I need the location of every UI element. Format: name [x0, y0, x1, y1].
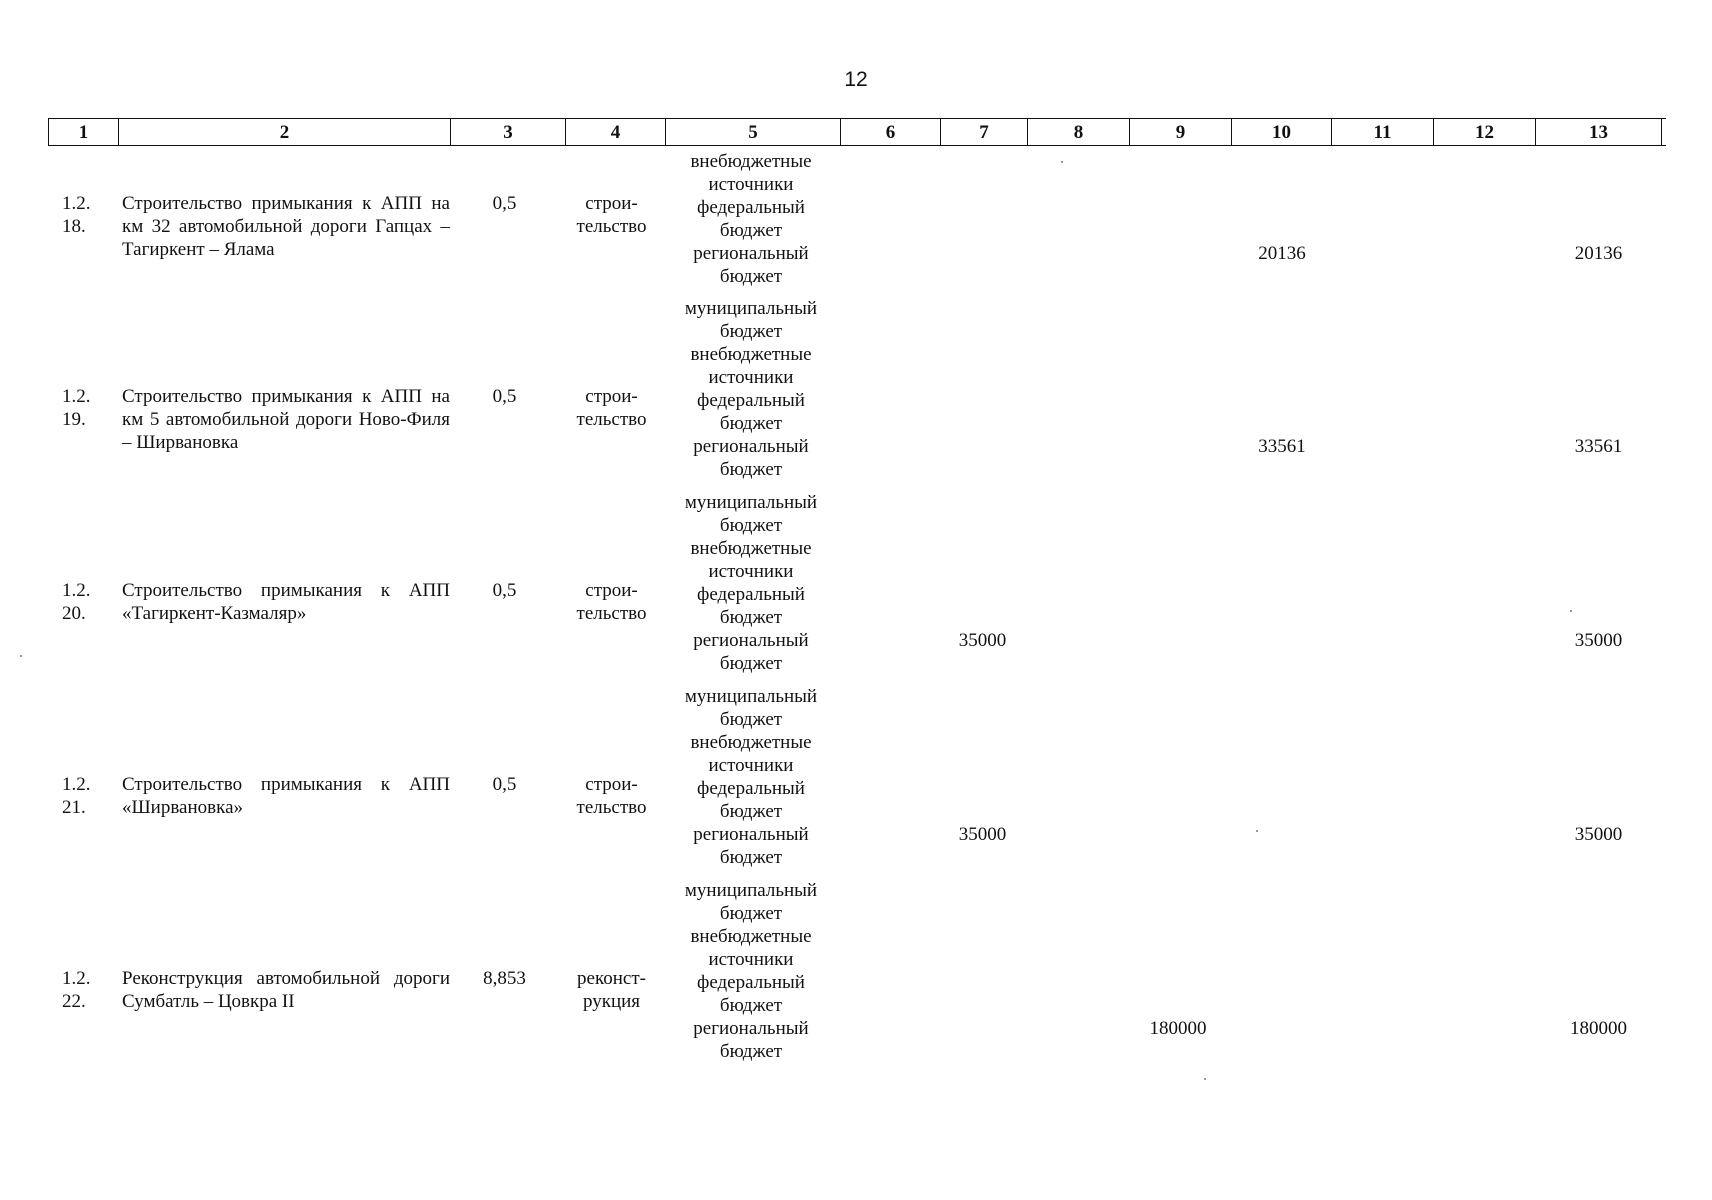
col13-total: 35000: [1574, 824, 1623, 845]
funding-sources: муниципальный бюджет внебюджетные источники федеральный бюджет региональный бюджет: [684, 686, 818, 868]
header-col-3: 3: [450, 118, 565, 146]
header-col-4: 4: [565, 118, 665, 146]
col7-value: 35000: [958, 824, 1007, 845]
header-col-1: 1: [48, 118, 118, 146]
scan-speck: [1204, 1078, 1206, 1080]
row-number: 1.2. 20.: [62, 580, 91, 624]
col10-value: 20136: [1258, 243, 1306, 264]
length-km: 0,5: [492, 580, 517, 601]
header-col-12: 12: [1433, 118, 1535, 146]
header-col-10: 10: [1231, 118, 1331, 146]
page-number: 12: [844, 68, 868, 91]
funding-sources: муниципальный бюджет внебюджетные источники федеральный бюджет региональный бюджет: [684, 298, 818, 480]
header-bottom-rule: [48, 145, 1666, 146]
row-number: 1.2. 19.: [62, 386, 91, 430]
object-name: Строительство примыкания к АПП «Тагиркент-Казмаляр»: [122, 580, 450, 624]
scan-speck: [1061, 161, 1063, 163]
header-col-11: 11: [1331, 118, 1433, 146]
funding-sources: муниципальный бюджет внебюджетные источники федеральный бюджет региональный бюджет: [684, 492, 818, 674]
col7-value: 35000: [958, 630, 1007, 651]
header-col-7: 7: [940, 118, 1027, 146]
col13-total: 35000: [1574, 630, 1623, 651]
scan-speck: [1256, 830, 1258, 832]
work-type: строи- тельство: [576, 774, 647, 818]
length-km: 0,5: [492, 774, 517, 795]
header-col-13: 13: [1535, 118, 1662, 146]
work-type: строи- тельство: [576, 386, 647, 430]
header-col-5: 5: [665, 118, 840, 146]
header-col-2: 2: [118, 118, 450, 146]
col13-total: 33561: [1574, 436, 1623, 457]
scan-speck: [20, 655, 22, 657]
funding-sources: муниципальный бюджет внебюджетные источники федеральный бюджет региональный бюджет: [684, 880, 818, 1062]
object-name: Строительство примыкания к АПП на км 5 автомобильной дороги Ново-Филя – Ширвановка: [122, 386, 450, 453]
length-km: 0,5: [492, 386, 517, 407]
col9-value: 180000: [1149, 1018, 1207, 1039]
header-col-8: 8: [1027, 118, 1129, 146]
row-number: 1.2. 21.: [62, 774, 91, 818]
work-type: строи- тельство: [576, 193, 647, 237]
scan-speck: [1570, 610, 1572, 612]
work-type: реконст- рукция: [577, 968, 646, 1012]
row-number: 1.2. 22.: [62, 968, 91, 1012]
object-name: Реконструкция автомобильной дороги Сумбатль – Цовкра II: [122, 968, 450, 1012]
col10-value: 33561: [1258, 436, 1306, 457]
work-type: строи- тельство: [576, 580, 647, 624]
col13-total: 20136: [1574, 243, 1623, 264]
table-header-row: [48, 118, 1666, 146]
object-name: Строительство примыкания к АПП «Ширвановка»: [122, 774, 450, 818]
length-km: 8,853: [483, 968, 526, 989]
row-number: 1.2. 18.: [62, 193, 91, 237]
header-col-6: 6: [840, 118, 940, 146]
length-km: 0,5: [492, 193, 517, 214]
funding-sources: внебюджетные источники федеральный бюджет региональный бюджет: [690, 151, 812, 287]
object-name: Строительство примыкания к АПП на км 32 автомобильной дороги Гапцах – Тагиркент – Ялама: [122, 193, 450, 260]
header-col-9: 9: [1129, 118, 1231, 146]
col13-total: 180000: [1570, 1018, 1627, 1039]
